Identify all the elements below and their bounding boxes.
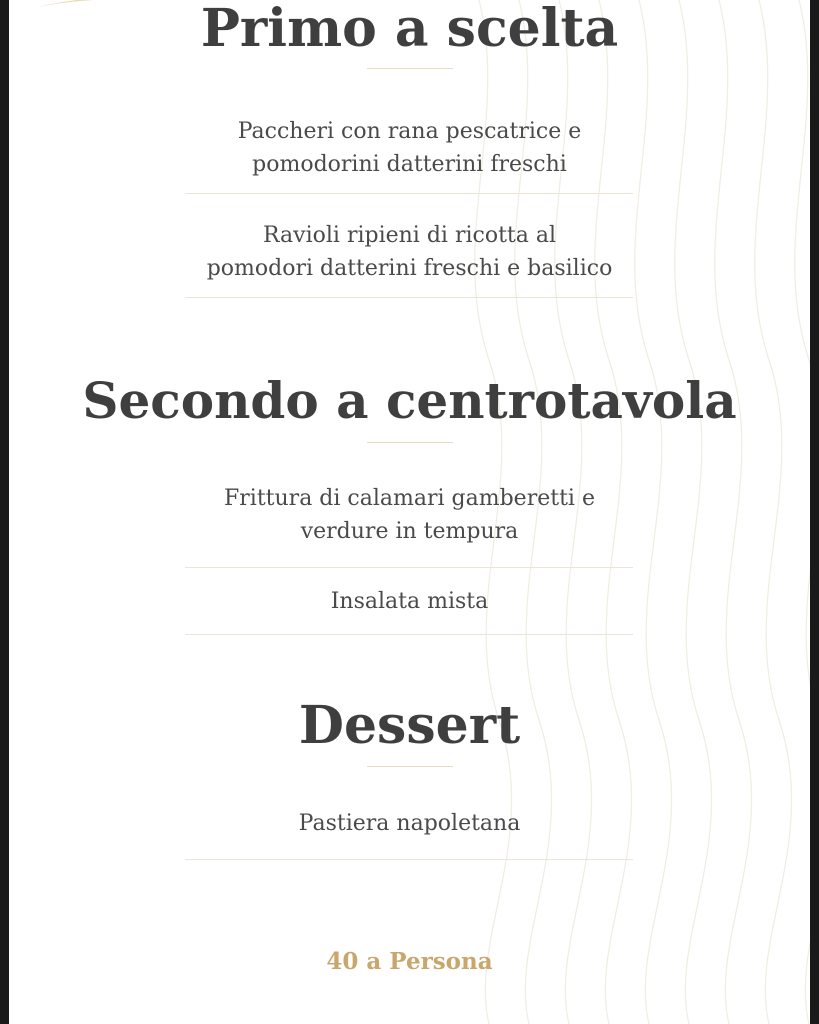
menu-item (9, 219, 810, 285)
menu-item-line: Pastiera napoletana (298, 811, 521, 836)
title-divider (367, 766, 453, 767)
item-divider (185, 193, 633, 194)
item-divider (185, 567, 633, 568)
item-divider (185, 297, 633, 298)
title-divider (367, 68, 453, 69)
menu-item-line: verdure in tempura (300, 519, 519, 544)
menu-item-line: Frittura di calamari gamberetti e (224, 486, 595, 511)
menu-item-line: pomodori datterini freschi e basilico (206, 256, 613, 281)
section-title-primo: Primo a scelta (200, 0, 619, 59)
menu-item-line: Paccheri con rana pescatrice e (237, 119, 582, 144)
menu-item-line: Ravioli ripieni di ricotta al (262, 223, 557, 248)
section-title-secondo: Secondo a centrotavola (82, 371, 737, 430)
item-divider (185, 859, 633, 860)
price-per-person: 40 a Persona (326, 948, 493, 975)
menu-page (9, 0, 810, 1024)
title-divider (367, 442, 453, 443)
menu-item (9, 482, 810, 548)
menu-item (9, 115, 810, 181)
menu-item (9, 585, 810, 618)
item-divider (185, 634, 633, 635)
menu-item-line: pomodorini datterini freschi (252, 152, 567, 177)
menu-item (9, 807, 810, 840)
section-title-dessert: Dessert (298, 695, 521, 756)
menu-item-line: Insalata mista (330, 589, 489, 614)
